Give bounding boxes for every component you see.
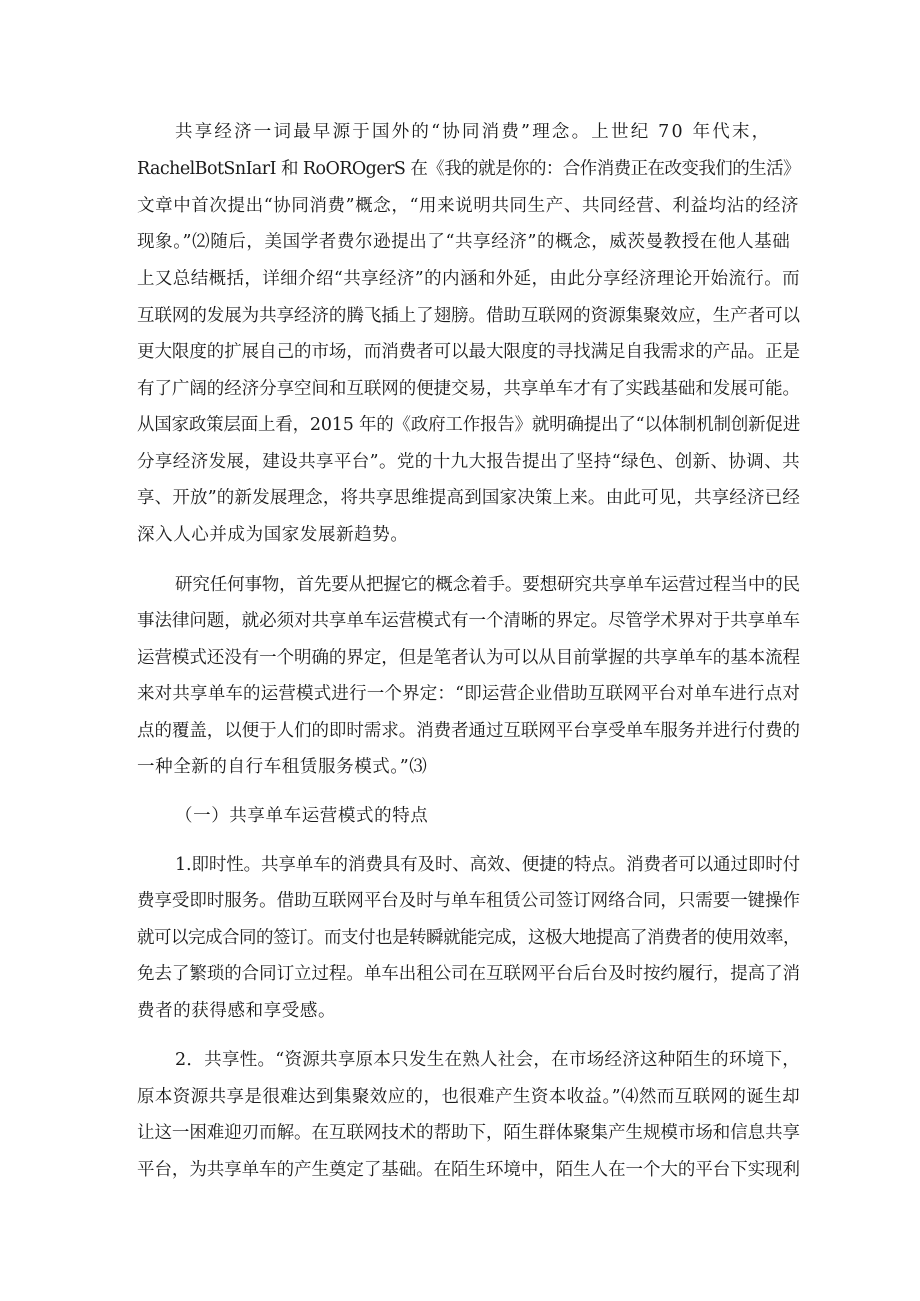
document-page: 共享经济一词最早源于国外的“协同消费”理念。上世纪 70 年代末， RachelBotSnIarI 和 RoOROgerS 在《我的就是你的：合作消费正在改变我们的生活》 文章中首次提出“协同消费”概念，“用来说明共同生产、共同经营、利益均沾的经济 现象。”⑵随后，美国学者费尔逊提出了“共享经济”的概念，威茨曼教授在他人基础 上又总结概括，详细介绍“共享经济”的内涵和外延，由此分享经济理论开始流行。而 互联网的发展为共享经济的腾飞插上了翅膀。借助互联网的资源集聚效应，生产者可以 更大限度的扩展自己的市场，而消费者可以最大限度的寻找满足自我需求的产品。正是 有了广阔的经济分享空间和互联网的便捷交易，共享单车才有了实践基础和发展可能。 从国家政策层面上看，2015 年的《政府工作报告》就明确提出了“以体制机制创新促进 分享经济发展，建设共享平台”。党的十九大报告提出了坚持“绿色、创新、协调、共 享、开放”的新发展理念，将共享思维提高到国家决策上来。由此可见，共享经济已经 深入人心并成为国家发展新趋势。 研究任何事物，首先要从把握它的概念着手。要想研究共享单车运营过程当中的民 事法律问题，就必须对共享单车运营模式有一个清晰的界定。尽管学术界对于共享单车 运营模式还没有一个明确的界定，但是笔者认为可以从目前掌握的共享单车的基本流程 来对共享单车的运营模式进行一个界定：“即运营企业借助互联网平台对单车进行点对 点的覆盖，以便于人们的即时需求。消费者通过互联网平台享受单车服务并进行付费的 一种全新的自行车租赁服务模式。”⑶ （一）共享单车运营模式的特点 1.即时性。共享单车的消费具有及时、高效、便捷的特点。消费者可以通过即时付 费享受即时服务。借助互联网平台及时与单车租赁公司签订网络合同，只需要一键操作 就可以完成合同的签订。而支付也是转瞬就能完成，这极大地提高了消费者的使用效率， 免去了繁琐的合同订立过程。单车出租公司在互联网平台后台及时按约履行，提高了消 费者的获得感和享受感。 2．共享性。“资源共享原本只发生在熟人社会，在市场经济这种陌生的环境下， 原本资源共享是很难达到集聚效应的，也很难产生资本收益。”⑷然而互联网的诞生却 让这一困难迎刃而解。在互联网技术的帮助下，陌生群体聚集产生规模市场和信息共享 平台，为共享单车的产生奠定了基础。在陌生环境中，陌生人在一个大的平台下实现利 [137,122,801,1180]
